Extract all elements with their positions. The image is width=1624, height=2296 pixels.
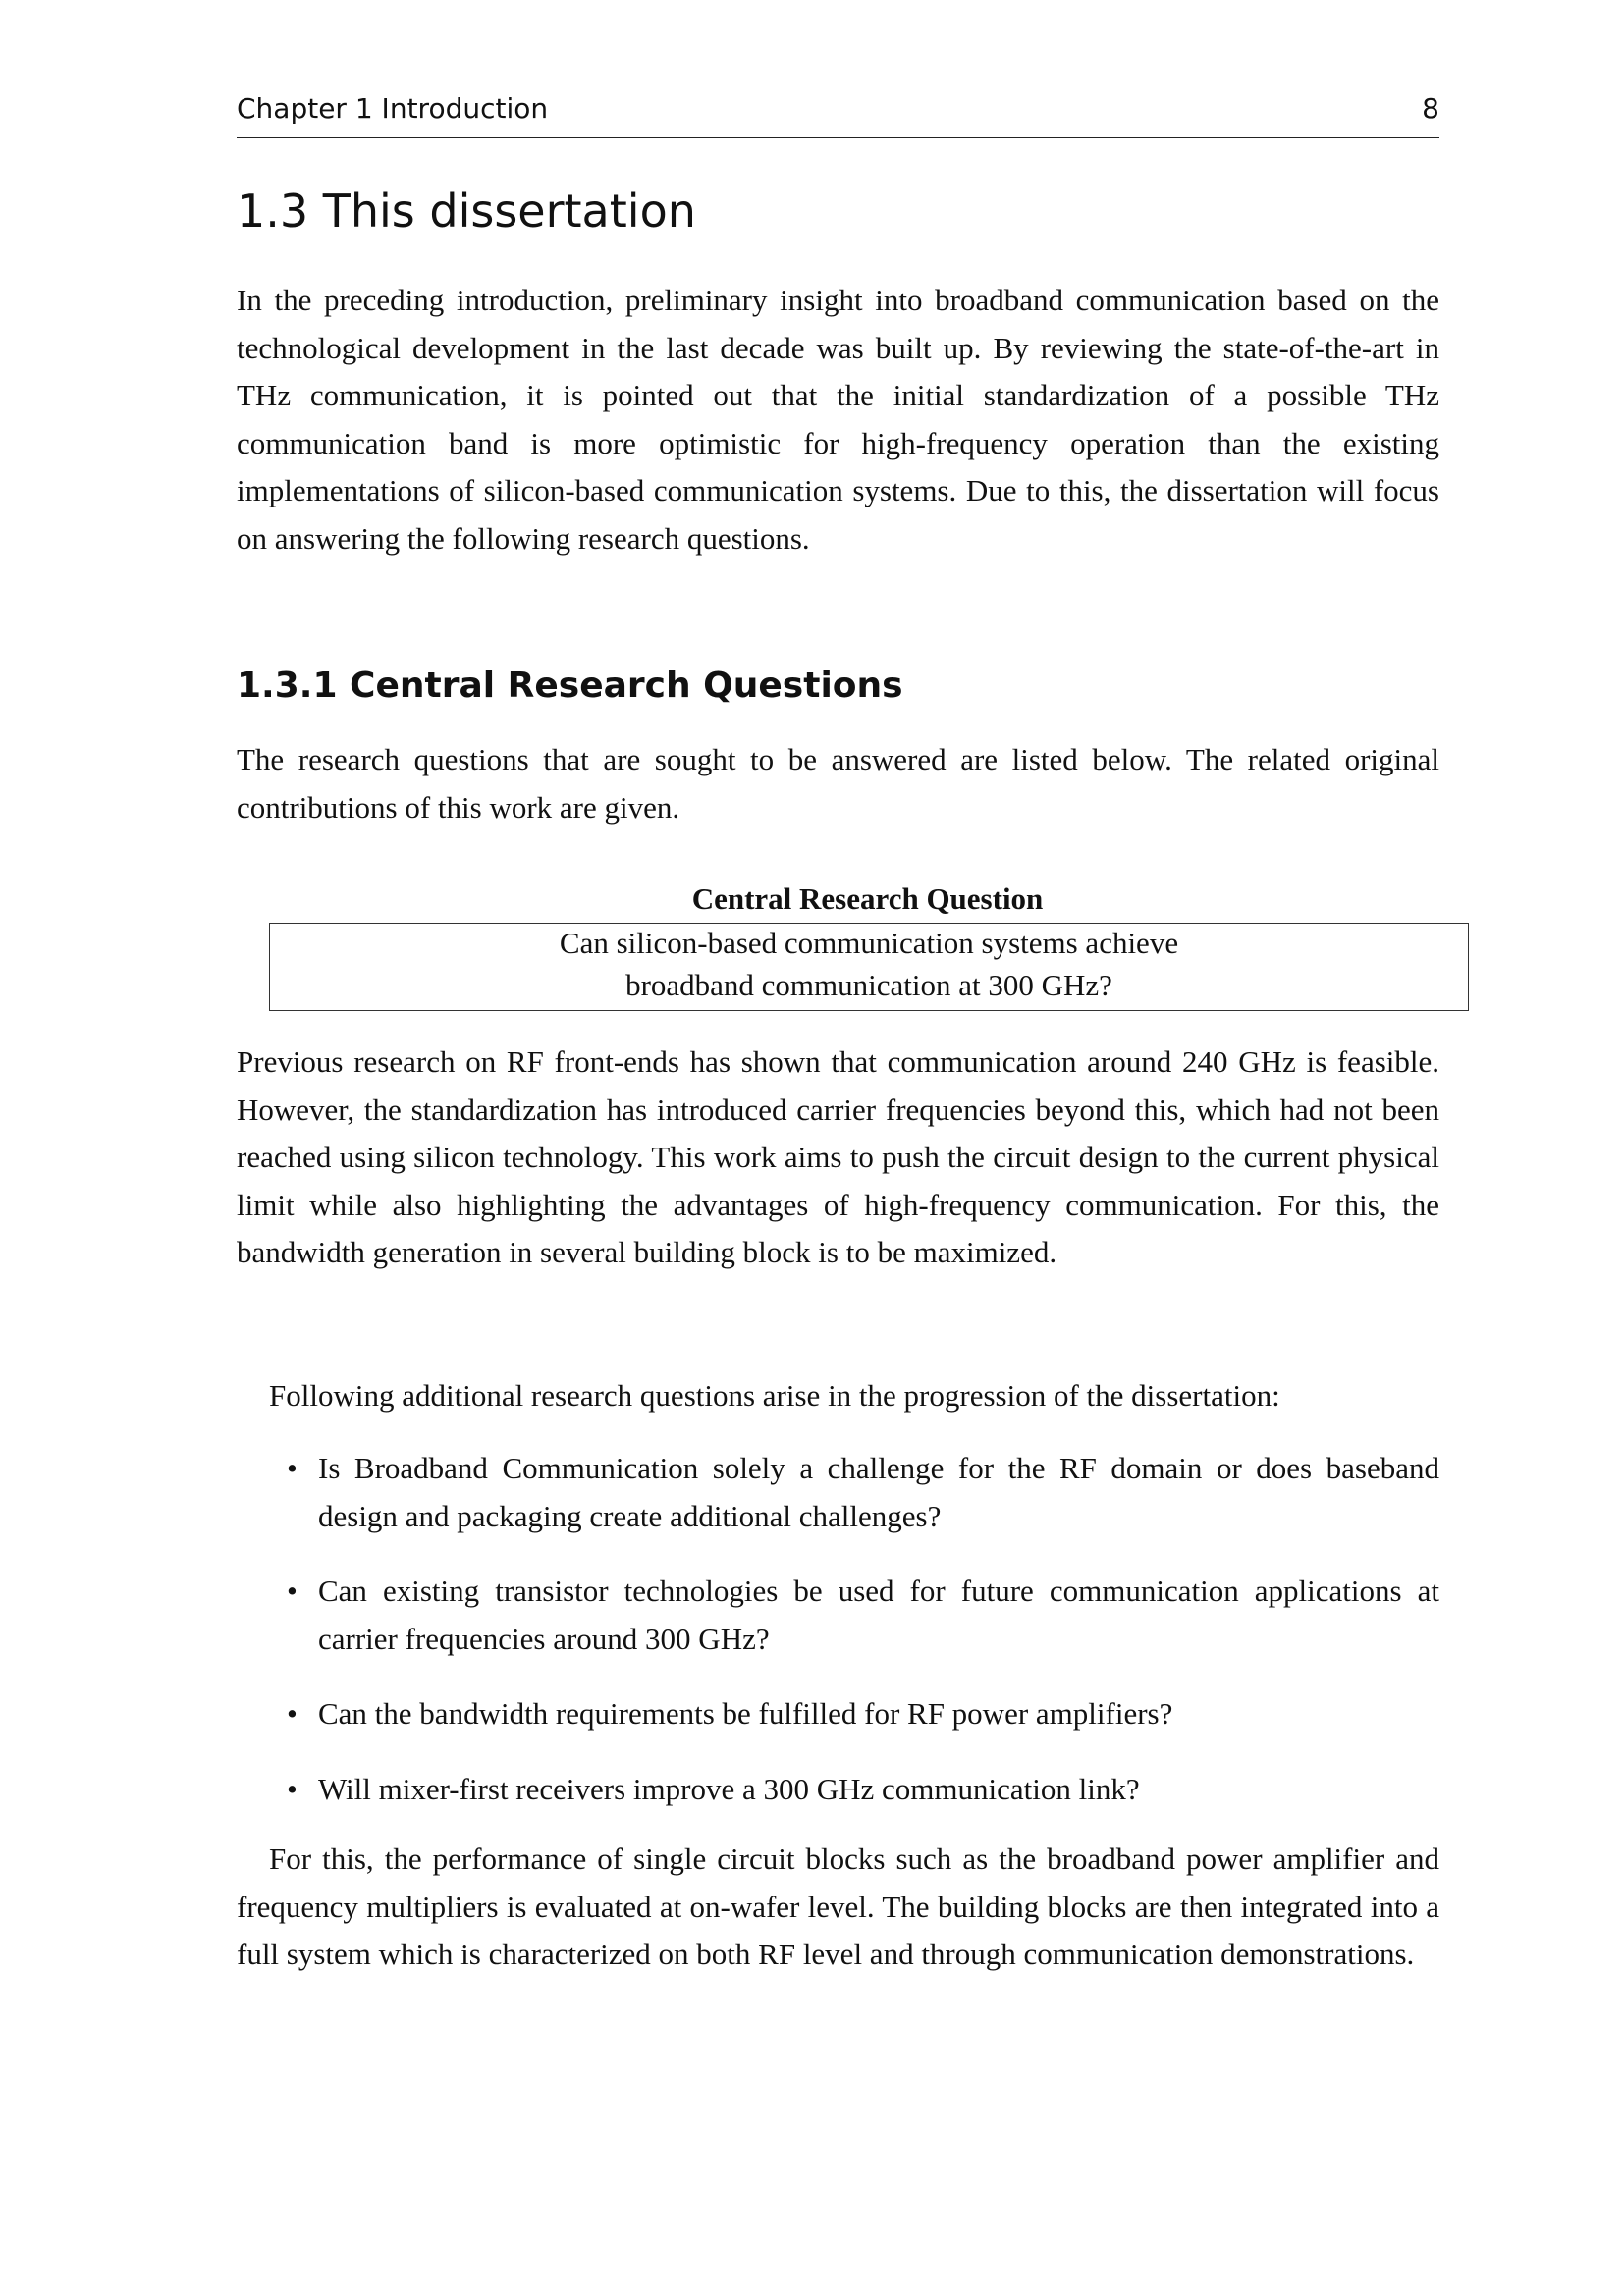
page-number: 8 [1422,92,1439,125]
additional-questions-intro: Following additional research questions arise in the progression of the dissertation: [269,1378,1280,1413]
crq-title: Central Research Question [691,881,1044,916]
chapter-title: Chapter 1 Introduction [237,92,549,125]
bullet-icon: • [287,1771,298,1806]
running-header [237,92,1439,132]
question-text: Is Broadband Communication solely a challenge for the RF domain or does baseband design and packaging create additional challenges? [318,1451,1439,1533]
bullet-icon: • [287,1696,298,1731]
research-questions-list [281,1445,1439,1841]
header-rule [237,137,1439,138]
section-intro-paragraph: In the preceding introduction, preliminary insight into broadband communication based on the technological development in the last decade was built up. By reviewing the state-of-the-art in THz communication, it is pointed out that the initial standardization of a possible THz communication band is more optimistic for high-frequency operation than the existing implementations of silicon-based communication systems. Due to this, the dissertation will focus on answering the following research questions. [237,283,1439,556]
question-text: Will mixer-first receivers improve a 300 GHz communication link? [318,1771,1140,1806]
list-item [281,1445,1439,1540]
crq-box [269,923,1469,1011]
list-item [281,1766,1439,1814]
section-heading: 1.3 This dissertation [237,185,696,238]
bullet-icon: • [287,1451,298,1485]
crq-line-1: Can silicon-based communication systems achieve [559,926,1179,960]
subsection-intro-paragraph: The research questions that are sought to be answered are listed below. The related original contributions of this work are given. [237,742,1439,825]
list-item [281,1568,1439,1663]
crq-line-2: broadband communication at 300 GHz? [625,968,1112,1002]
closing-paragraph: For this, the performance of single circuit blocks such as the broadband power amplifier and frequency multipliers is evaluated at on-wafer level. The building blocks are then integrated into a full system which is characterized on both RF level and through communication demonstrations. [237,1842,1439,1971]
subsection-heading: 1.3.1 Central Research Questions [237,666,903,706]
question-text: Can the bandwidth requirements be fulfilled for RF power amplifiers? [318,1696,1173,1731]
list-item [281,1690,1439,1738]
question-text: Can existing transistor technologies be used for future communication applications at carrier frequencies around 300 GHz? [318,1574,1439,1656]
bullet-icon: • [287,1574,298,1608]
previous-research-paragraph: Previous research on RF front-ends has shown that communication around 240 GHz is feasible. However, the standardization has introduced carrier frequencies beyond this, which had not been reached using silicon technology. This work aims to push the circuit design to the current physical limit while also highlighting the advantages of high-frequency communication. For this, the bandwidth generation in several building block is to be maximized. [237,1044,1439,1269]
